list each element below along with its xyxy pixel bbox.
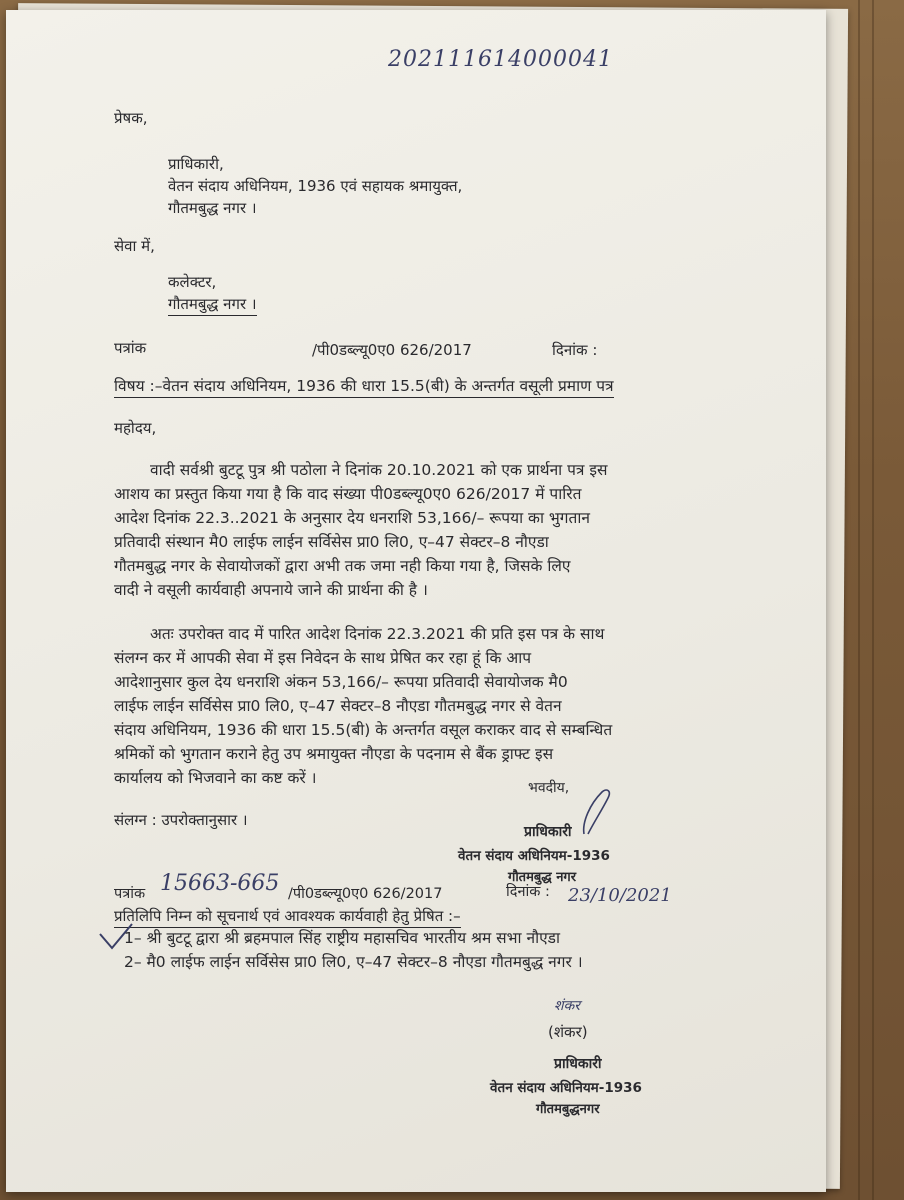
dinank-label: दिनांक : [552,341,598,359]
paragraph-1-line: वादी ने वसूली कार्यवाही अपनाये जाने की प्रार्थना की है । [114,581,428,599]
stamp-1-line-3: गौतमबुद्ध नगर [508,870,577,885]
stamp-2-line-1: प्राधिकारी [554,1056,602,1072]
signatory-name: (शंकर) [548,1023,588,1041]
paragraph-2-line: संदाय अधिनियम, 1936 की धारा 15.5(बी) के अन्तर्गत वसूल कराकर वाद से सम्बन्धित [114,721,613,739]
stamp-2-line-2: वेतन संदाय अधिनियम-1936 [490,1080,642,1096]
paragraph-2-line: कार्यालय को भिजवाने का कष्ट करें । [114,769,317,787]
cc-patrank-handwritten: 15663-665 [160,871,280,896]
paragraph-2-line: आदेशानुसार कुल देय धनराशि अंकन 53,166/– रूपया प्रतिवादी सेवायोजक मै0 [114,673,568,691]
stamp-1-line-2: वेतन संदाय अधिनियम-1936 [458,848,610,864]
subject-line: विषय :–वेतन संदाय अधिनियम, 1936 की धारा 15.5(बी) के अन्तर्गत वसूली प्रमाण पत्र [114,376,614,398]
wood-seam [858,0,860,1200]
cc-patrank-value: /पी0डब्ल्यू0ए0 626/2017 [288,886,443,902]
enclosure: संलग्न : उपरोक्तानुसार । [114,811,248,829]
to-label: सेवा में, [114,237,155,255]
sender-line-3: गौतमबुद्ध नगर । [168,199,257,217]
paragraph-2-line: संलग्न कर में आपकी सेवा में इस निवेदन के साथ प्रेषित कर रहा हूं कि आप [114,649,532,667]
cc-item-2: 2– मै0 लाईफ लाईन सर्विसेस प्रा0 लि0, ए–47 सेक्टर–8 नौएडा गौतमबुद्ध नगर । [124,953,583,971]
stamp-2-line-3: गौतमबुद्धनगर [536,1102,600,1117]
paragraph-1-line: वादी सर्वश्री बुटटू पुत्र श्री पठोला ने दिनांक 20.10.2021 को एक प्रार्थना पत्र इस [150,461,608,479]
wood-seam [872,0,874,1200]
paragraph-2-line: लाईफ लाईन सर्विसेस प्रा0 लि0, ए–47 सेक्टर–8 नौएडा गौतमबुद्ध नगर से वेतन [114,697,562,715]
signature-initials: शंकर [554,998,580,1014]
patrank-value: /पी0डब्ल्यू0ए0 626/2017 [312,341,472,359]
cc-item-1: 1– श्री बुटटू द्वारा श्री ब्रहमपाल सिंह राष्ट्रीय महासचिव भारतीय श्रम सभा नौएडा [124,929,560,947]
paragraph-1-line: प्रतिवादी संस्थान मै0 लाईफ लाईन सर्विसेस प्रा0 लि0, ए–47 सेक्टर–8 नौएडा [114,533,549,551]
paragraph-2-line: श्रमिकों को भुगतान कराने हेतु उप श्रमायुक्त नौएडा के पदनाम से बैंक ड्राफ्ट इस [114,745,554,763]
paragraph-1-line: आशय का प्रस्तुत किया गया है कि वाद संख्या पी0डब्ल्यू0ए0 626/2017 में पारित [114,485,582,503]
recipient-line-2: गौतमबुद्ध नगर । [168,294,257,316]
sender-label: प्रेषक, [114,109,148,127]
recipient-line-1: कलेक्टर, [168,273,217,291]
sender-line-1: प्राधिकारी, [168,155,224,173]
cc-heading: प्रतिलिपि निम्न को सूचनार्थ एवं आवश्यक कार्यवाही हेतु प्रेषित :– [114,906,461,928]
paragraph-2-line: अतः उपरोक्त वाद में पारित आदेश दिनांक 22.3.2021 की प्रति इस पत्र के साथ [150,625,605,643]
stamp-1-line-1: प्राधिकारी [524,824,572,840]
closing: भवदीय, [528,780,570,796]
patrank-label: पत्रांक [114,339,147,357]
sender-line-2: वेतन संदाय अधिनियम, 1936 एवं सहायक श्रमायुक्त, [168,177,463,195]
handwritten-reference-number: 202111614000041 [388,47,613,72]
letter-page [6,10,826,1192]
cc-patrank-label: पत्रांक [114,886,146,902]
salutation: महोदय, [114,419,157,437]
paragraph-1-line: गौतमबुद्ध नगर के सेवायोजकों द्वारा अभी तक जमा नही किया गया है, जिसके लिए [114,557,571,575]
cc-date-handwritten: 23/10/2021 [568,885,672,906]
cc-dinank-label: दिनांक : [506,884,550,900]
paragraph-1-line: आदेश दिनांक 22.3..2021 के अनुसार देय धनराशि 53,166/– रूपया का भुगतान [114,509,590,527]
